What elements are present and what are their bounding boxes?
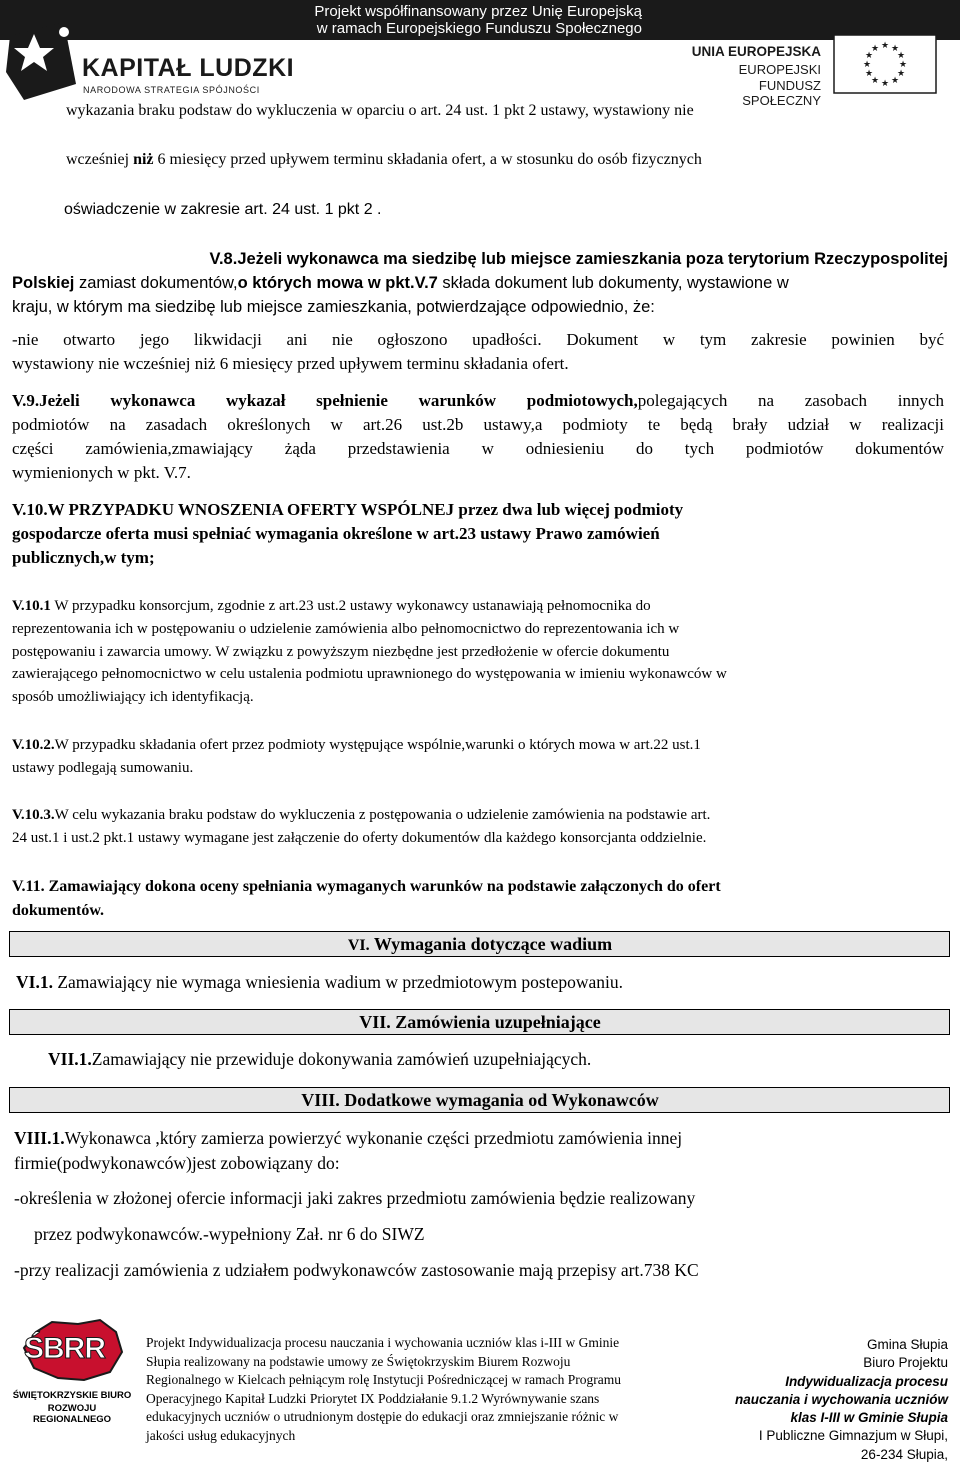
v101-text: W przypadku konsorcjum, zgodnie z art.23 ust.2 ustawy wykonawcy ustanawiają pełnomocnika do: [50, 598, 651, 614]
v102-bold: V.10.2.: [12, 737, 55, 753]
v103-text: W celu wykazania braku podstaw do wykluczenia z postępowania o udzielenie zamówienia na podstawie art.: [54, 807, 711, 823]
svg-text:★: ★: [880, 79, 890, 89]
footer-center-line-5: edukacyjnych uczniów o utrudnionym dostępie do edukacji oraz zmniejszanie różnic w: [146, 1409, 619, 1424]
para-2-pre: wcześniej: [66, 151, 134, 168]
eu-subtitle-2: FUNDUSZ SPOŁECZNY: [742, 78, 821, 108]
eu-subtitle-1: EUROPEJSKI: [738, 62, 821, 77]
section-vi-label: Wymagania dotyczące wadium: [369, 934, 613, 954]
v9-bold: V.9.Jeżeli wykonawca wykazał spełnienie warunków podmiotowych,: [12, 391, 638, 410]
section-vi-number: VI.: [347, 937, 370, 954]
v8-bold-2: o których mowa w pkt.V.7: [237, 274, 438, 292]
v102-text: W przypadku składania ofert przez podmioty występujące wspólnie,warunki o których mowa w art.22 ust.1: [54, 737, 701, 753]
v101-line-3: postępowaniu i zawarcia umowy. W związku z powyższym niezbędne jest przedłożenie w ofercie dokumentu: [12, 644, 670, 660]
v11-line-1: V.11. Zamawiający dokona oceny spełniania wymaganych warunków na podstawie załączonych do ofert: [12, 878, 721, 895]
v10-line-3: publicznych,w tym;: [12, 548, 155, 567]
footer-center-line-4: Operacyjnego Kapitał Ludzki Priorytet IX Poddziałanie 9.1.2 Wyrównywanie szans: [146, 1390, 600, 1406]
footer-right-line-6: I Publiczne Gimnazjum w Słupi,: [758, 1428, 948, 1444]
v102-line-1: [12, 737, 701, 754]
svg-text:★: ★: [870, 76, 880, 86]
v102-line-2: ustawy podlegają sumowaniu.: [12, 760, 194, 776]
svg-text:★: ★: [896, 51, 906, 61]
v8-line-2: [12, 274, 948, 293]
svg-text:★: ★: [864, 51, 874, 61]
eu-flag-icon: [833, 34, 937, 94]
v101-line-5: sposób umożliwiający ich identyfikacją.: [12, 689, 254, 705]
v8-mid: zamiast dokumentów,: [74, 274, 238, 292]
svg-text:★: ★: [890, 76, 900, 86]
sbrr-letters: ŚBRR: [24, 1332, 106, 1365]
kapital-ludzki-title: KAPITAŁ LUDZKI: [82, 54, 295, 82]
v8-post: składa dokument lub dokumenty, wystawione w: [437, 274, 789, 292]
v9-line-1: [12, 391, 944, 411]
vi1-text: Zamawiający nie wymaga wniesienia wadium w przedmiotowym postepowaniu.: [52, 972, 624, 992]
sbrr-line-1: ŚWIĘTOKRZYSKIE BIURO: [12, 1390, 132, 1401]
viii1-bold: VIII.1.: [14, 1128, 65, 1148]
v8-line-5: wystawiony nie wcześniej niż 6 miesięcy przed upływem terminu składania ofert.: [12, 354, 569, 373]
section-viii-title: VIII. Dodatkowe wymagania od Wykonawców: [301, 1090, 659, 1110]
cofinance-line-1: Projekt współfinansowany przez Unię Europejską: [314, 3, 642, 20]
footer-center-line-3: Regionalnego w Kielcach pełniącym rolę Instytucji Pośredniczącej w ramach Programu: [146, 1372, 621, 1387]
vii1-text: Zamawiający nie przewiduje dokonywania zamówień uzupełniających.: [91, 1049, 592, 1069]
kapital-ludzki-subtitle: NARODOWA STRATEGIA SPÓJNOŚCI: [83, 85, 260, 95]
viii1-line-1: [14, 1128, 682, 1149]
para-2: [66, 151, 702, 169]
kapital-ludzki-logo: [6, 22, 306, 102]
footer-right-line-5: klas I-III w Gminie Słupia: [790, 1410, 948, 1426]
sbrr-line-2: ROZWOJU REGIONALNEGO: [32, 1403, 112, 1425]
viii1-line-4: przez podwykonawców.-wypełniony Zał. nr 6 do SIWZ: [34, 1224, 425, 1244]
footer-right-line-2: Biuro Projektu: [863, 1355, 948, 1371]
vi1-line: [16, 972, 623, 993]
svg-text:★: ★: [898, 60, 908, 70]
section-vi-title: [0, 931, 960, 959]
eu-title: UNIA EUROPEJSKA: [691, 44, 821, 59]
footer-right-text: [718, 1336, 948, 1464]
para-3: oświadczenie w zakresie art. 24 ust. 1 pkt 2 .: [64, 201, 382, 218]
footer-right-line-4: nauczania i wychowania uczniów: [734, 1391, 948, 1407]
svg-text:★: ★: [862, 60, 872, 70]
para-2-bold: niż: [133, 151, 154, 168]
footer-center-line-2: Słupia realizowany na podstawie umowy ze Świętokrzyskim Biurem Rozwoju: [146, 1353, 571, 1369]
vii1-line: [48, 1049, 591, 1070]
footer-right-line-7: 26-234 Słupia,: [860, 1446, 948, 1462]
viii1-line-2: firmie(podwykonawców)jest zobowiązany do:: [14, 1153, 340, 1173]
v103-line-2: 24 ust.1 i ust.2 pkt.1 ustawy wymagane jest załączenie do oferty dokumentów dla każdego konsorcjanta oddzielnie.: [12, 830, 707, 846]
v101-line-2: reprezentowania ich w postępowaniu o udzielenie zamówienia albo pełnomocnictwo do reprezentowania ich w: [12, 621, 680, 637]
v9-line-4: wymienionych w pkt. V.7.: [12, 463, 191, 482]
vi1-bold: VI.1.: [16, 972, 53, 992]
v101-line-4: zawierającego pełnomocnictwo w celu ustalenia podmiotu uprawnionego do występowania w imieniu wykonawców w: [12, 666, 727, 682]
svg-text:★: ★: [880, 41, 890, 51]
v9-line-3: części zamówienia,zmawiający żąda przedstawienia w odniesieniu do tych podmiotów dokumentów: [12, 439, 944, 458]
v103-bold: V.10.3.: [12, 807, 55, 823]
v8-line-4: -nie otwarto jego likwidacji ani nie ogłoszono upadłości. Dokument w tym zakresie powinien być: [12, 330, 944, 349]
svg-text:★: ★: [890, 44, 900, 54]
v8-bold-1: Polskiej: [12, 274, 75, 292]
v11-line-2: dokumentów.: [12, 902, 105, 919]
v101-line-1: [12, 598, 651, 615]
para-2-post: 6 miesięcy przed upływem terminu składania ofert, a w stosunku do osób fizycznych: [153, 151, 702, 168]
cofinance-line-2: w ramach Europejskiego Funduszu Społecznego: [316, 20, 642, 37]
v103-line-1: [12, 807, 710, 824]
v10-line-2: gospodarcze oferta musi spełniać wymagania określone w art.23 ustawy Prawo zamówień: [12, 524, 660, 543]
svg-text:★: ★: [870, 44, 880, 54]
v101-bold: V.10.1: [12, 598, 51, 614]
v9-line-2: podmiotów na zasadach określonych w art.26 ust.2b ustawy,a podmioty te będą brały udział w realizacji: [12, 415, 944, 434]
kapital-ludzki-emblem-icon: [6, 22, 78, 100]
v8-line-3: kraju, w którym ma siedzibę lub miejsce zamieszkania, potwierdzające odpowiednio, że:: [12, 298, 655, 316]
v9-post: polegających na zasobach innych: [637, 391, 944, 410]
viii1-text: Wykonawca ,który zamierza powierzyć wykonanie części przedmiotu zamówienia innej: [64, 1128, 683, 1148]
viii1-line-5: -przy realizacji zamówienia z udziałem podwykonawców zastosowanie mają przepisy art.738 KC: [14, 1260, 699, 1280]
sbrr-logo: [10, 1318, 130, 1428]
section-vii-title: VII. Zamówienia uzupełniające: [359, 1012, 601, 1032]
footer-center-line-6: jakości usług edukacyjnych: [146, 1427, 296, 1443]
svg-text:★: ★: [896, 69, 906, 79]
v10-line-1: V.10.W PRZYPADKU WNOSZENIA OFERTY WSPÓLNEJ przez dwa lub więcej podmioty: [12, 500, 684, 519]
footer-center-line-1: Projekt Indywidualizacja procesu nauczania i wychowania uczniów klas i-III w Gminie: [146, 1335, 620, 1350]
svg-text:★: ★: [864, 69, 874, 79]
v8-line-1: V.8.Jeżeli wykonawca ma siedzibę lub miejsce zamieszkania poza terytorium Rzeczypospolitej: [209, 250, 948, 268]
para-1: wykazania braku podstaw do wykluczenia w oparciu o art. 24 ust. 1 pkt 2 ustawy, wystawiony nie: [66, 102, 694, 119]
footer-right-line-1: Gmina Słupia: [866, 1337, 948, 1352]
viii1-line-3: -określenia w złożonej ofercie informacji jaki zakres przedmiotu zamówienia będzie realizowany: [14, 1188, 696, 1208]
eu-logo: [680, 40, 955, 108]
footer-center-text: [146, 1334, 706, 1445]
vii1-bold: VII.1.: [48, 1049, 92, 1069]
footer-right-line-3: Indywidualizacja procesu: [785, 1373, 948, 1389]
